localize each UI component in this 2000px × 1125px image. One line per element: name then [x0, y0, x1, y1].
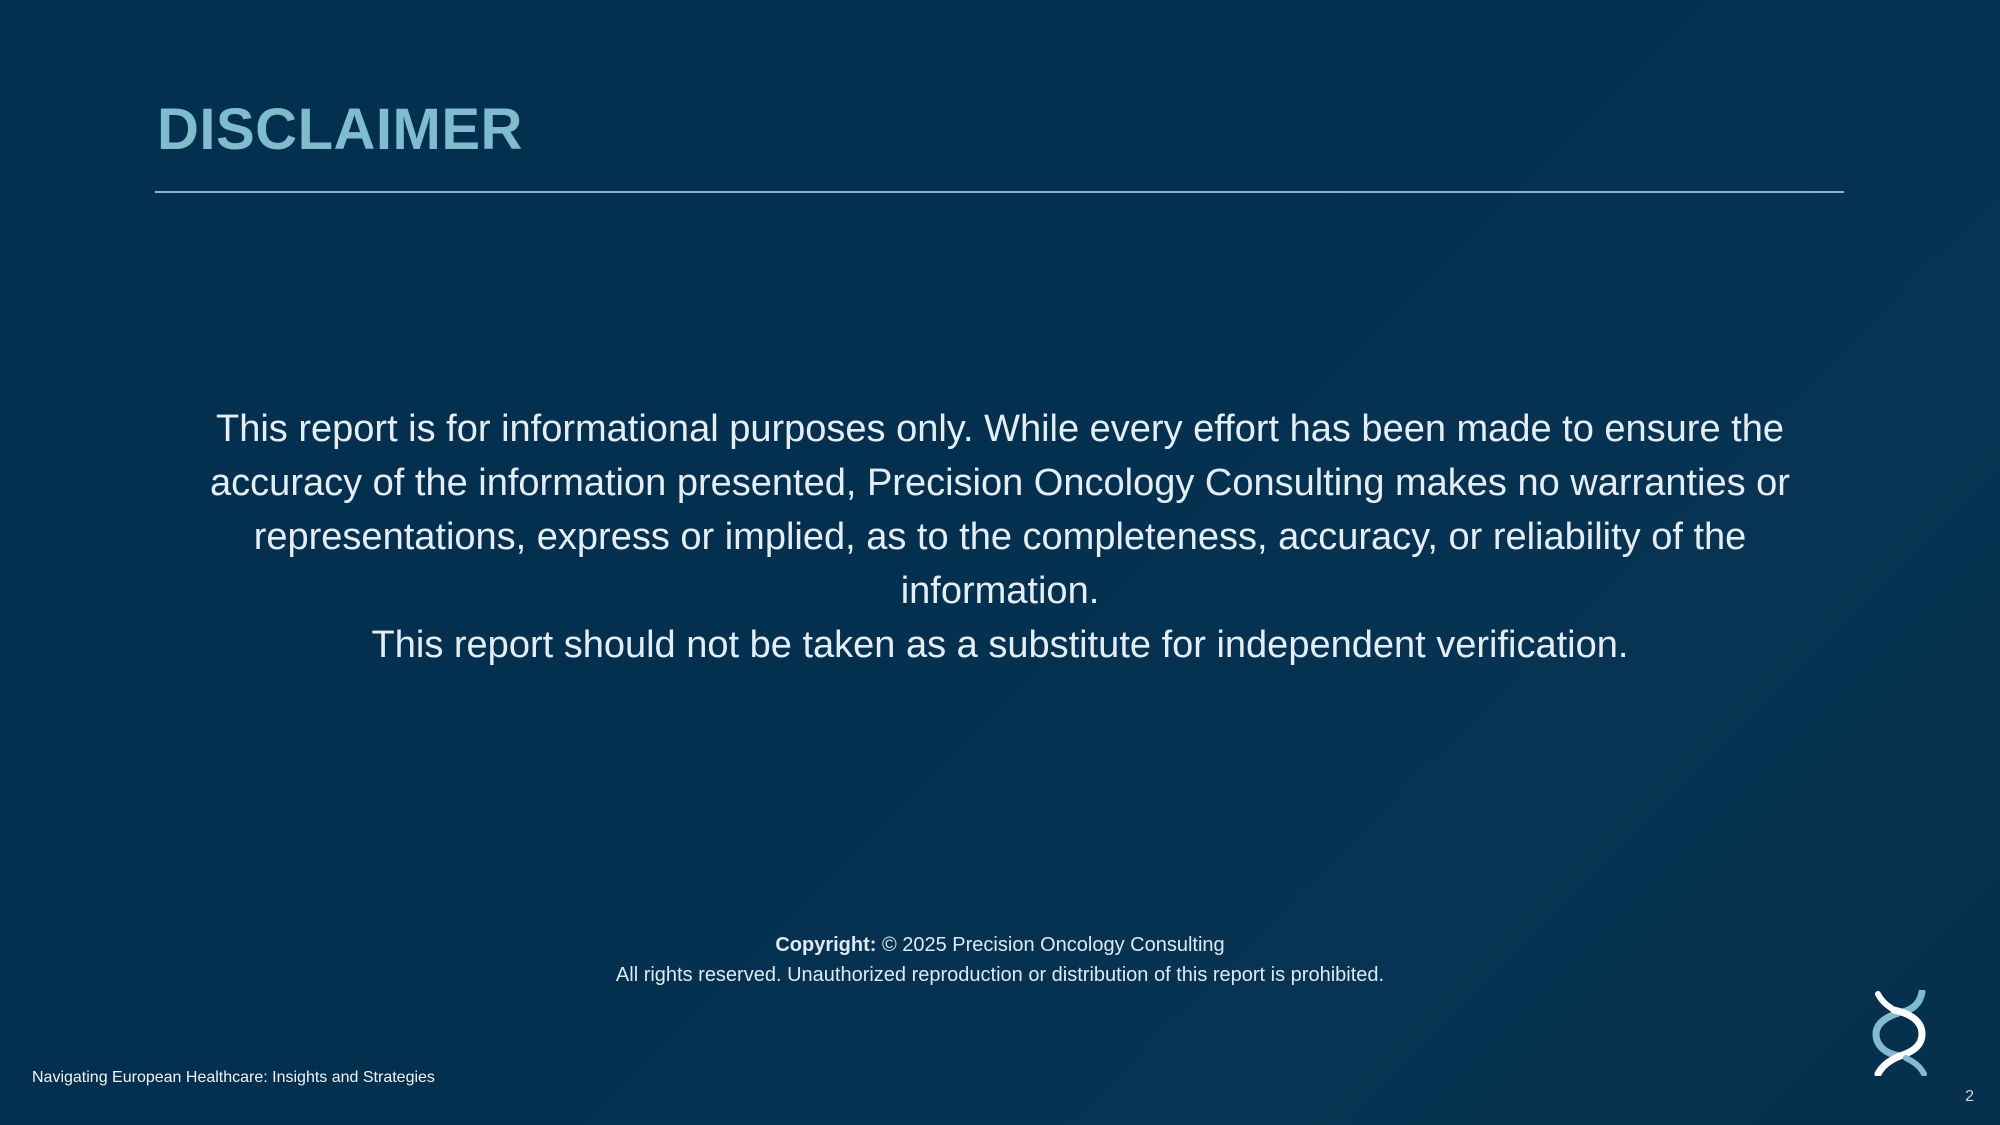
disclaimer-paragraph: This report should not be taken as a substitute for independent verification.: [371, 624, 1629, 666]
disclaimer-paragraph: This report is for informational purposes only. While every effort has been made to ensure the accuracy of the information presented, Precision Oncology Consulting makes no warranties or representations, express or implied, as to the completeness, accuracy, or reliability of the information.: [210, 408, 1790, 612]
rights-notice: All rights reserved. Unauthorized reproduction or distribution of this report is prohibited.: [615, 964, 1385, 986]
copyright-text: © 2025 Precision Oncology Consulting: [881, 934, 1225, 956]
title-divider: [155, 191, 1844, 193]
copyright-block: [400, 930, 1600, 990]
page-number: 2: [1965, 1088, 1974, 1105]
copyright-line: [400, 930, 1600, 960]
dna-helix-icon: [1872, 990, 1928, 1076]
slide-title: DISCLAIMER: [157, 97, 523, 162]
footer-title: Navigating European Healthcare: Insights and Strategies: [32, 1069, 435, 1086]
disclaimer-body: [200, 402, 1800, 672]
copyright-label: Copyright:: [775, 934, 877, 956]
